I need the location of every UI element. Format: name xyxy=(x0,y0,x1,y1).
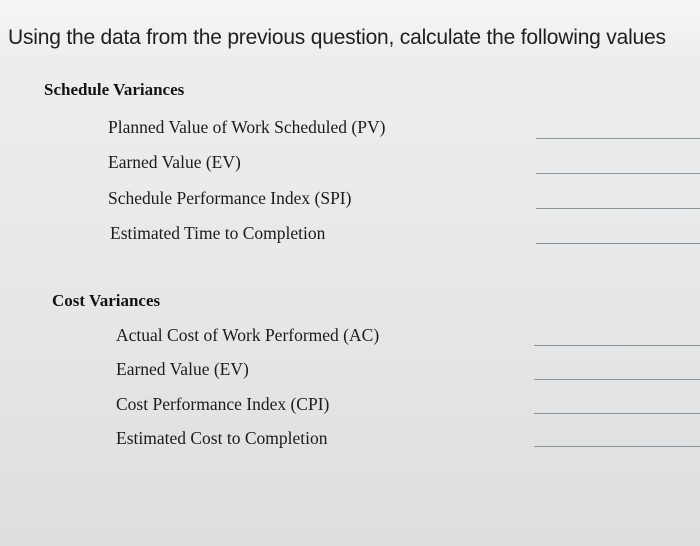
cost-ev-answer-line[interactable] xyxy=(534,379,700,380)
schedule-etc-answer-line[interactable] xyxy=(536,243,700,244)
schedule-pv-answer-line[interactable] xyxy=(536,138,700,139)
schedule-item-ev-label: Earned Value (EV) xyxy=(108,152,241,172)
cost-variances-title: Cost Variances xyxy=(52,291,161,310)
question-text: Using the data from the previous question, calculate the following values xyxy=(8,26,666,49)
schedule-ev-answer-line[interactable] xyxy=(536,173,700,174)
cost-item-ac-label: Actual Cost of Work Performed (AC) xyxy=(116,325,380,345)
schedule-item-pv-label: Planned Value of Work Scheduled (PV) xyxy=(108,117,386,137)
cost-item-ev-label: Earned Value (EV) xyxy=(116,359,249,379)
schedule-item-spi-label: Schedule Performance Index (SPI) xyxy=(108,188,352,208)
cost-ac-answer-line[interactable] xyxy=(534,345,700,346)
cost-cpi-answer-line[interactable] xyxy=(534,413,700,414)
cost-etc-answer-line[interactable] xyxy=(534,446,700,447)
cost-item-etc-label: Estimated Cost to Completion xyxy=(116,428,328,448)
schedule-variances-title: Schedule Variances xyxy=(44,80,185,99)
cost-item-cpi-label: Cost Performance Index (CPI) xyxy=(116,394,330,414)
schedule-item-etc-label: Estimated Time to Completion xyxy=(110,223,326,243)
schedule-spi-answer-line[interactable] xyxy=(536,208,700,209)
